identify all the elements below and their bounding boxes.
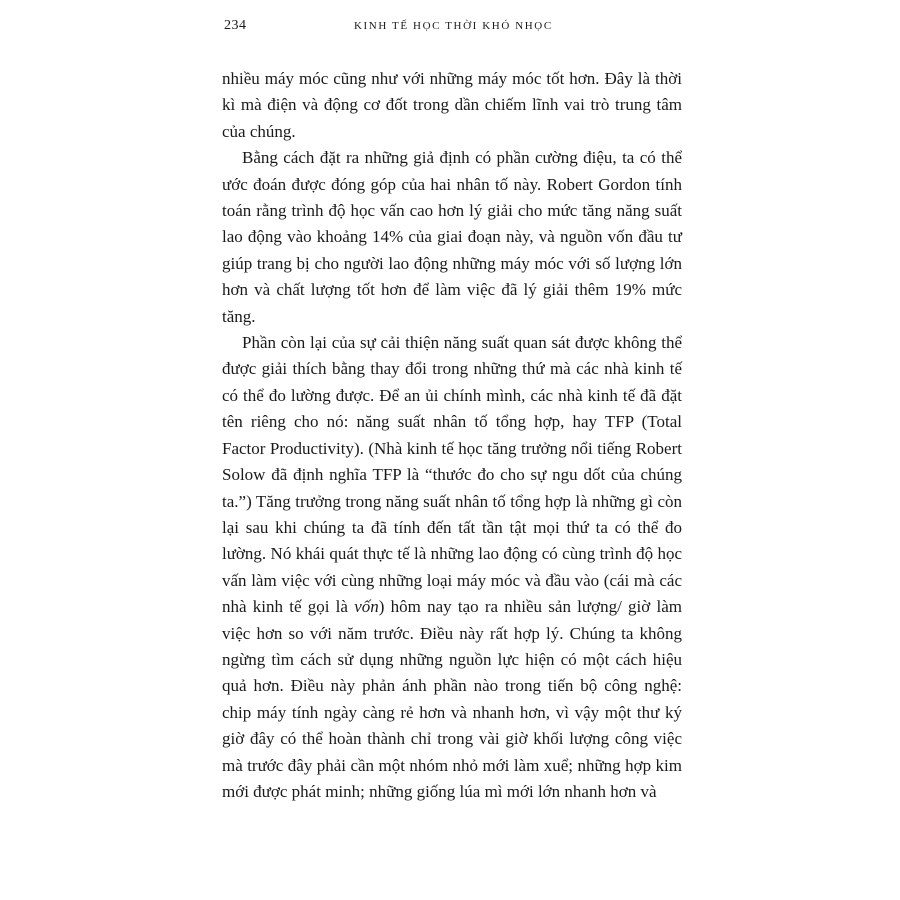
paragraph-tfp-text-end: ) hôm nay tạo ra nhiều sản lượng/ giờ làm việc hơn so với năm trước. Điều này rất hợp lý. Chúng ta không ngừng tìm cách sử dụng những nguồn lực hiện có một cách hiệu quả hơn. Điều này phản ánh phần nào trong tiến bộ công nghệ: chip máy tính ngày càng rẻ hơn và nhanh hơn, vì vậy một thư ký giờ đây có thể hoàn thành chỉ trong vài giờ khối lượng công việc mà trước đây phải cần một nhóm nhỏ mới làm xuể; những hợp kim mới được phát minh; những giống lúa mì mới lớn nhanh hơn và <box>222 597 682 801</box>
body-text <box>222 66 682 805</box>
page-number: 234 <box>224 18 247 33</box>
paragraph-continued: nhiều máy móc cũng như với những máy móc tốt hơn. Đây là thời kì mà điện và động cơ đốt trong dần chiếm lĩnh vai trò trung tâm của chúng. <box>222 69 682 141</box>
paragraph-tfp <box>222 330 682 805</box>
italic-term-capital: vốn <box>354 597 379 617</box>
running-head: KINH TẾ HỌC THỜI KHÓ NHỌC <box>354 20 553 32</box>
paragraph-tfp-text-start: Phần còn lại của sự cải thiện năng suất quan sát được không thể được giải thích bằng thay đổi trong những thứ mà các nhà kinh tế có thể đo lường được. Để an ủi chính mình, các nhà kinh tế đã đặt tên riêng cho nó: năng suất nhân tố tổng hợp, hay TFP (Total Factor Productivity). (Nhà kinh tế học tăng trưởng nổi tiếng Robert Solow đã định nghĩa TFP là “thước đo cho sự ngu dốt của chúng ta.”) Tăng trưởng trong năng suất nhân tố tổng hợp là những gì còn lại sau khi chúng ta đã tính đến tất tần tật mọi thứ ta có thể đo lường. Nó khái quát thực tế là những lao động có cùng trình độ học vấn làm việc với cùng những loại máy móc và đầu vào (cái mà các nhà kinh tế gọi là <box>222 333 682 617</box>
paragraph-gordon-estimates: Bằng cách đặt ra những giả định có phần cường điệu, ta có thể ước đoán được đóng góp của hai nhân tố này. Robert Gordon tính toán rằng trình độ học vấn cao hơn lý giải cho mức tăng năng suất lao động vào khoảng 14% của giai đoạn này, và nguồn vốn đầu tư giúp trang bị cho người lao động những máy móc với số lượng lớn hơn và chất lượng tốt hơn để làm việc đã lý giải thêm 19% mức tăng. <box>222 148 682 326</box>
